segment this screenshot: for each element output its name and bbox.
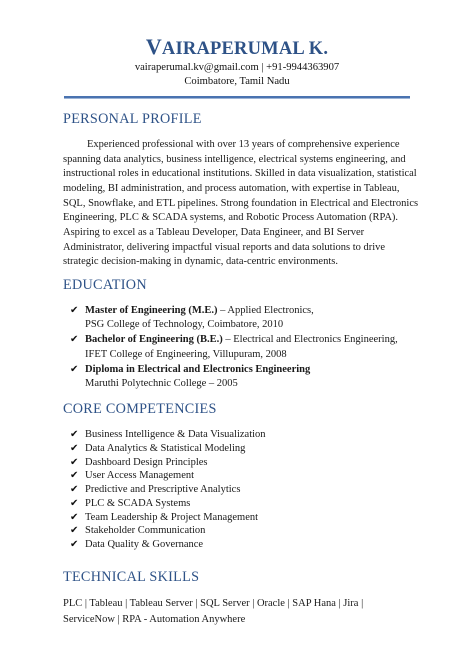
- header-divider: [64, 96, 410, 99]
- checkmark-icon: ✔: [70, 456, 79, 468]
- institution: IFET College of Engineering, Villupuram, 2008: [85, 348, 287, 360]
- list-item: ✔ Predictive and Prescriptive Analytics: [70, 484, 241, 495]
- profile-line: instructional roles in educational institutions. Skilled in data visualization, statistical: [63, 168, 417, 180]
- section-heading-profile: PERSONAL PROFILE: [63, 111, 202, 127]
- checkmark-icon: ✔: [70, 305, 79, 316]
- checkmark-icon: ✔: [70, 429, 79, 440]
- list-item: ✔ Business Intelligence & Data Visualization: [70, 429, 266, 440]
- education-list: [70, 304, 398, 392]
- profile-line: Engineering, PLC & SCADA systems, and Robotic Process Automation (RPA).: [63, 212, 399, 224]
- profile-line: strategic decision-making in dynamic, data-centric environments.: [63, 256, 338, 268]
- profile-line: Administrator, delivering impactful visual reports and data solutions to drive: [63, 241, 386, 253]
- degree-title: Bachelor of Engineering (B.E.): [85, 334, 223, 346]
- profile-line: Experienced professional with over 13 years of comprehensive experience: [87, 139, 400, 150]
- skills-line: ServiceNow | RPA - Automation Anywhere: [63, 613, 246, 625]
- degree-title: Diploma in Electrical and Electronics Engineering: [85, 363, 311, 375]
- contact-email-phone: vairaperumal.kv@gmail.com | +91-9944363907: [134, 62, 340, 73]
- list-item: ✔ User Access Management: [70, 470, 195, 482]
- list-item: ✔ Data Analytics & Statistical Modeling: [70, 442, 246, 454]
- checkmark-icon: ✔: [70, 442, 79, 454]
- checkmark-icon: ✔: [70, 484, 79, 495]
- education-item: [70, 333, 398, 361]
- skills-line: PLC | Tableau | Tableau Server | SQL Server | Oracle | SAP Hana | Jira |: [63, 598, 364, 609]
- list-item: ✔ PLC & SCADA Systems: [70, 497, 191, 509]
- checkmark-icon: ✔: [70, 470, 79, 482]
- checkmark-icon: ✔: [70, 497, 79, 509]
- institution: PSG College of Technology, Coimbatore, 2010: [85, 319, 284, 331]
- profile-paragraph: [63, 138, 431, 270]
- checkmark-icon: ✔: [70, 539, 79, 550]
- candidate-name: VAIRAPERUMAL K.: [145, 34, 329, 59]
- checkmark-icon: ✔: [70, 363, 79, 375]
- competencies-list: [70, 428, 266, 552]
- checkmark-icon: ✔: [70, 525, 79, 537]
- list-item: ✔ Dashboard Design Principles: [70, 456, 208, 468]
- contact-location: Coimbatore, Tamil Nadu: [184, 76, 290, 87]
- profile-line: spanning data analytics, business intelligence, electrical systems engineering, and: [63, 153, 406, 165]
- profile-line: modeling, BI administration, and process automation, with expertise in Tableau,: [63, 182, 400, 194]
- degree-title: Master of Engineering (M.E.): [85, 305, 218, 316]
- education-item: [70, 304, 398, 332]
- degree-field: – Electrical and Electronics Engineering,: [222, 334, 398, 346]
- section-heading-education: EDUCATION: [63, 277, 147, 293]
- list-item: ✔ Stakeholder Communication: [70, 525, 206, 537]
- checkmark-icon: ✔: [70, 511, 79, 523]
- institution: Maruthi Polytechnic College – 2005: [85, 378, 238, 390]
- education-item: [70, 363, 398, 391]
- section-heading-competencies: CORE COMPETENCIES: [63, 401, 217, 417]
- technical-skills-text: [63, 596, 433, 627]
- profile-line: Aspiring to excel as a Tableau Developer, Data Engineer, and BI Server: [63, 226, 365, 238]
- list-item: ✔ Team Leadership & Project Management: [70, 511, 259, 523]
- checkmark-icon: ✔: [70, 334, 79, 346]
- profile-line: SQL, Snowflake, and ETL pipelines. Strong foundation in Electrical and Electronics: [63, 197, 419, 209]
- degree-field: – Applied Electronics,: [217, 305, 314, 316]
- section-heading-skills: TECHNICAL SKILLS: [63, 569, 200, 585]
- list-item: ✔ Data Quality & Governance: [70, 539, 204, 550]
